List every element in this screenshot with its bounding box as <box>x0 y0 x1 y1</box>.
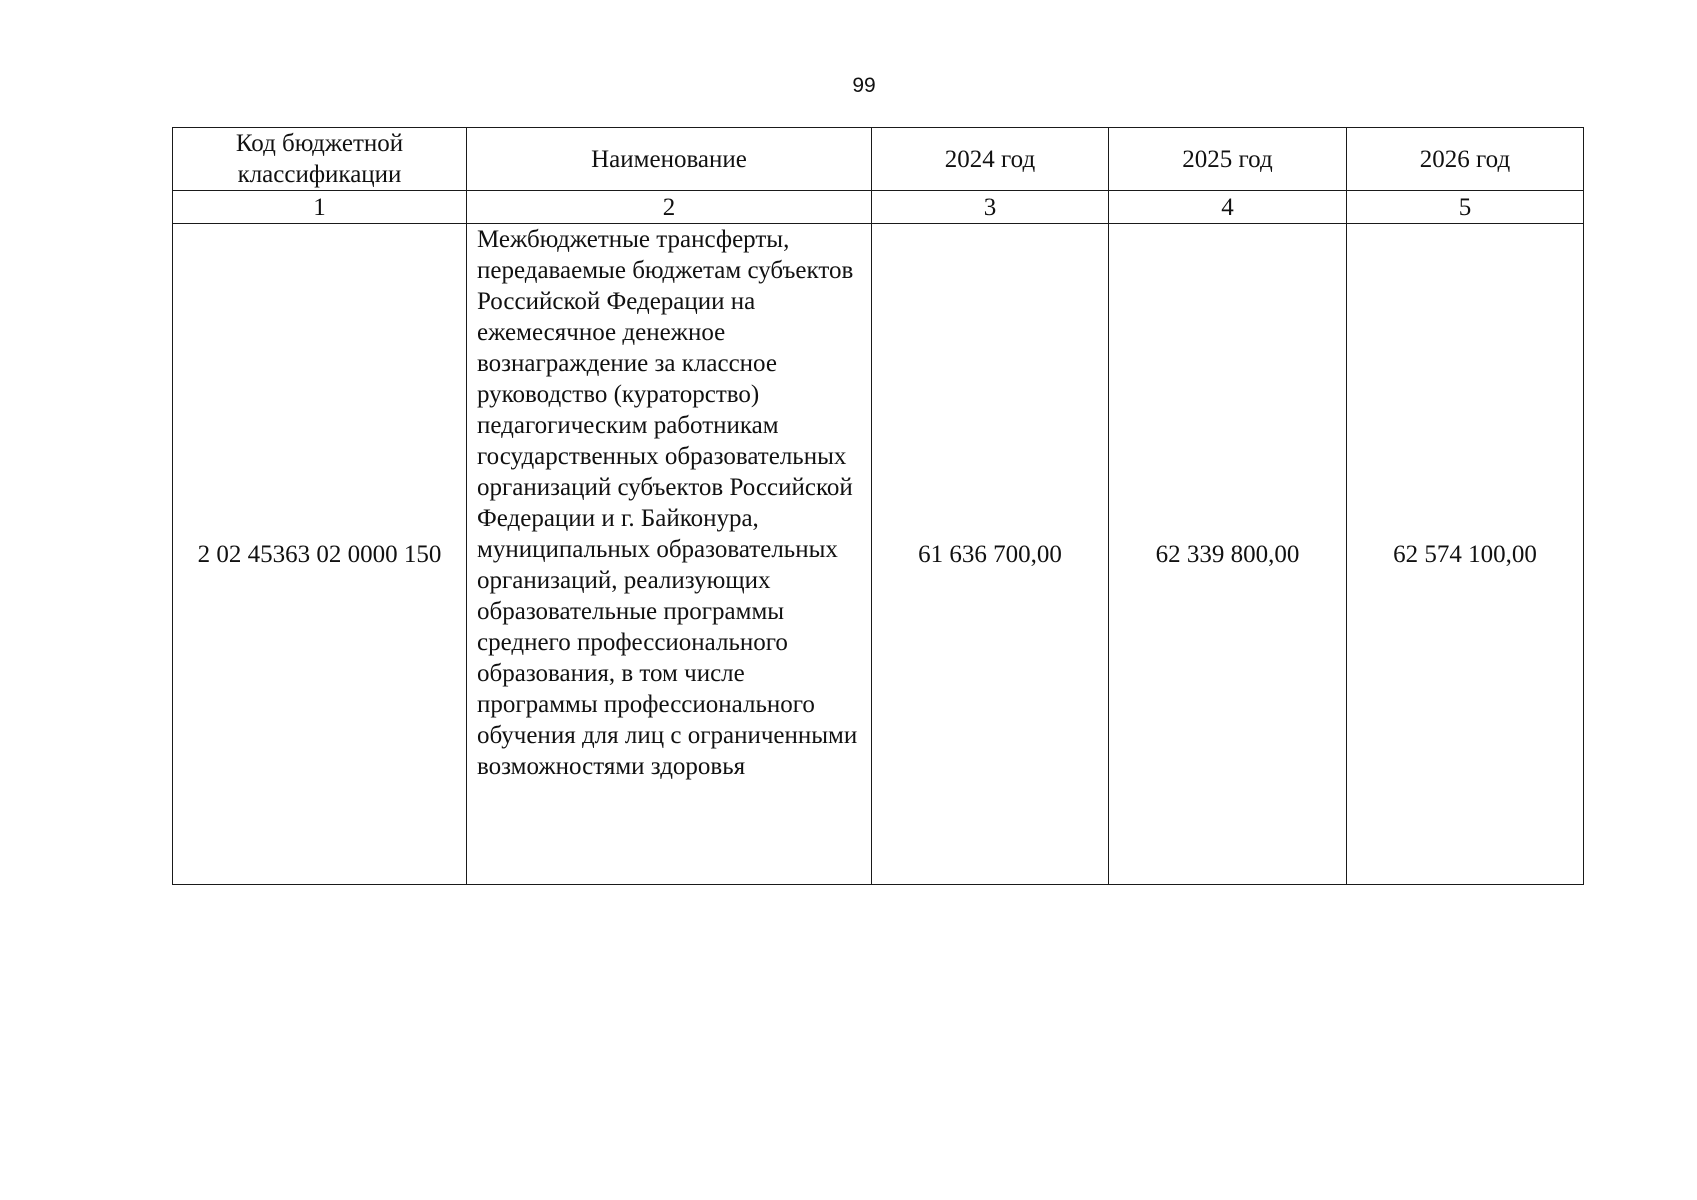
name-cell: Межбюджетные трансферты, передаваемые бюджетам субъектов Российской Федерации на ежемесячное денежное вознаграждение за классное руководство (кураторство) педагогическим работникам государственных образовательных организаций субъектов Российской Федерации и г. Байконура, муниципальных образовательных организаций, реализующих образовательные программы среднего профессионального образования, в том числе программы профессионального обучения для лиц с ограниченными возможностями здоровья <box>467 224 872 885</box>
column-number: 5 <box>1347 191 1584 224</box>
budget-table <box>172 127 1584 885</box>
budget-code-cell: 2 02 45363 02 0000 150 <box>173 224 467 885</box>
amount-2024-cell: 61 636 700,00 <box>872 224 1109 885</box>
column-number: 2 <box>467 191 872 224</box>
header-2025: 2025 год <box>1109 128 1347 191</box>
amount-2026-cell: 62 574 100,00 <box>1347 224 1584 885</box>
header-2024: 2024 год <box>872 128 1109 191</box>
page-number: 99 <box>852 74 876 97</box>
column-number: 4 <box>1109 191 1347 224</box>
header-code: Код бюджетной классификации <box>173 128 467 191</box>
column-number: 1 <box>173 191 467 224</box>
header-2026: 2026 год <box>1347 128 1584 191</box>
table-header-row <box>173 128 1584 191</box>
column-number: 3 <box>872 191 1109 224</box>
amount-2025-cell: 62 339 800,00 <box>1109 224 1347 885</box>
column-number-row <box>173 191 1584 224</box>
header-name: Наименование <box>467 128 872 191</box>
table-row <box>173 224 1584 885</box>
